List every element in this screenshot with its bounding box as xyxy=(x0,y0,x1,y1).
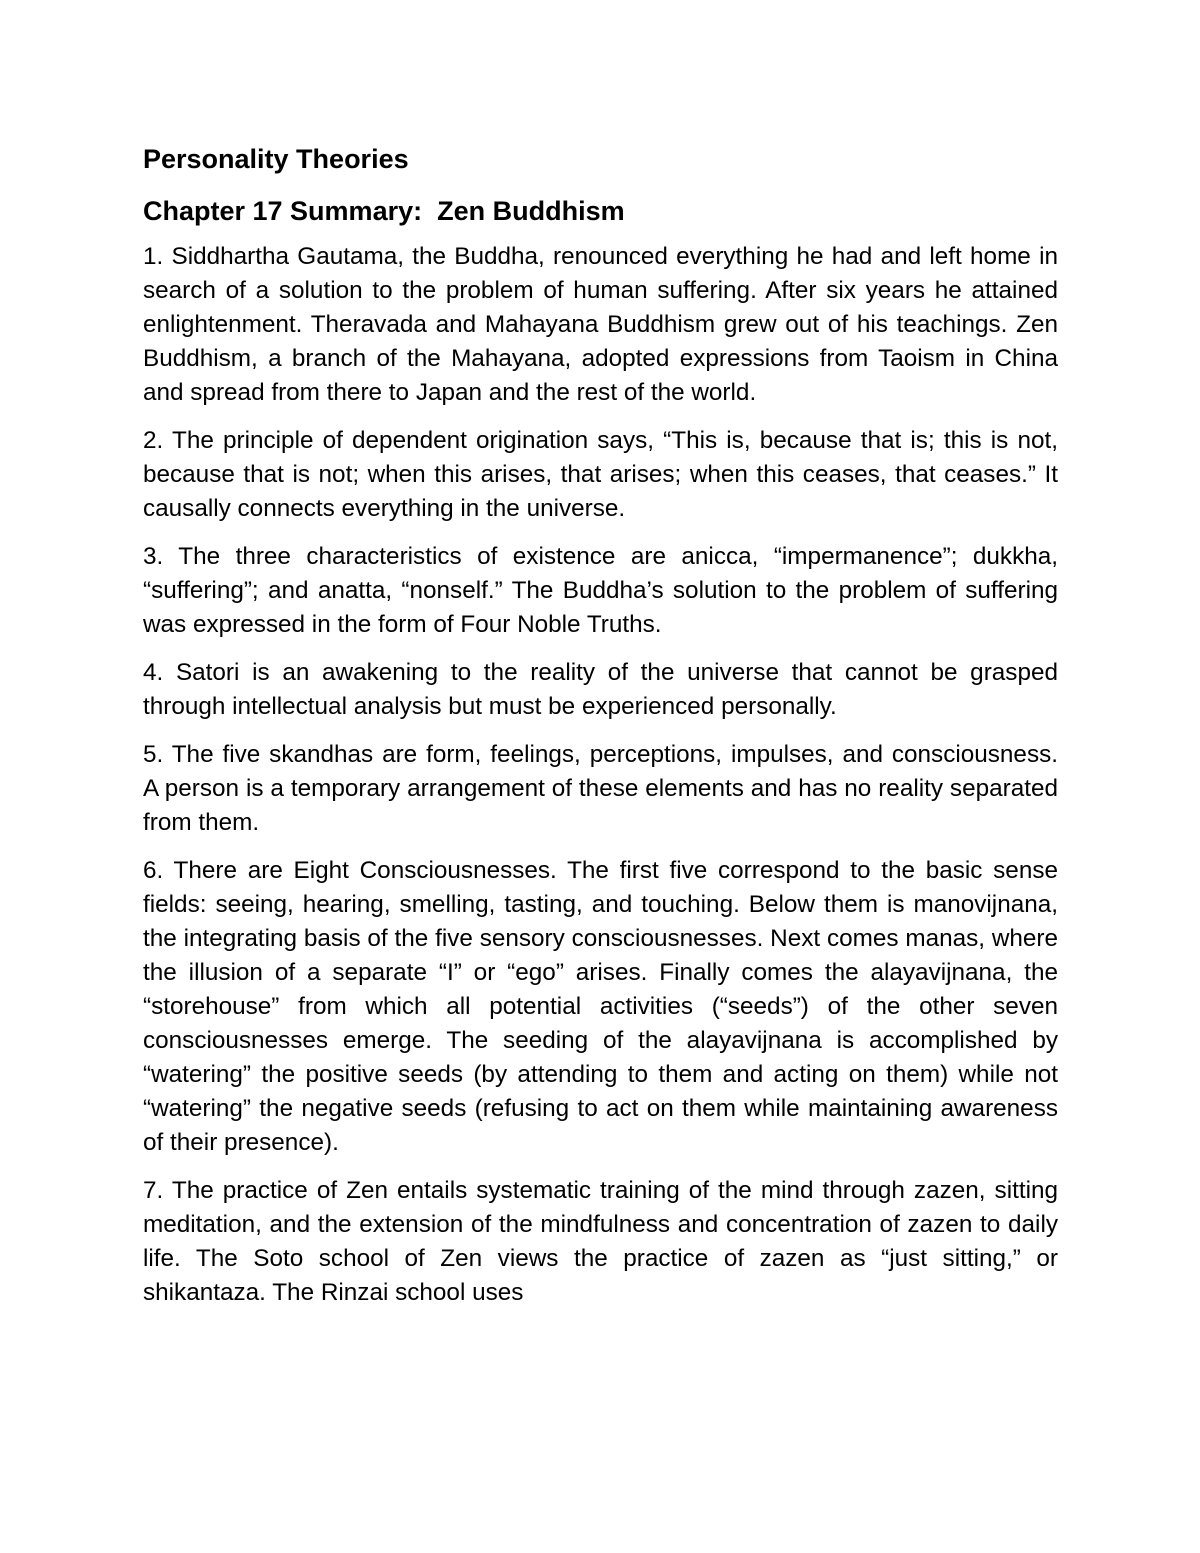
document-page xyxy=(143,140,1058,1324)
paragraph-5 xyxy=(143,738,1058,840)
paragraph-number: 6. xyxy=(143,857,164,884)
paragraph-number: 2. xyxy=(143,427,164,454)
chapter-title: Chapter 17 Summary: Zen Buddhism xyxy=(143,196,625,226)
paragraph-number: 3. xyxy=(143,543,164,570)
paragraph-3 xyxy=(143,540,1058,642)
paragraph-4 xyxy=(143,656,1058,724)
document-title: Personality Theories xyxy=(143,144,409,174)
paragraph-number: 4. xyxy=(143,659,164,686)
paragraph-text: The three characteristics of existence are anicca, “impermanence”; dukkha, “suffering”; and anatta, “nonself.” The Buddha’s solution to the problem of suffering was expressed in the form of Four Noble Truths. xyxy=(143,543,1058,638)
paragraph-6 xyxy=(143,854,1058,1160)
paragraph-text: The principle of dependent origination says, “This is, because that is; this is not, because that is not; when this arises, that arises; when this ceases, that ceases.” It causally connects everything in the universe. xyxy=(143,427,1059,522)
paragraph-number: 1. xyxy=(143,243,164,270)
paragraph-text: Satori is an awakening to the reality of the universe that cannot be grasped through intellectual analysis but must be experienced personally. xyxy=(143,659,1058,720)
paragraph-2 xyxy=(143,424,1058,526)
paragraph-text: There are Eight Consciousnesses. The first five correspond to the basic sense fields: seeing, hearing, smelling, tasting, and touching. Below them is manovijnana, the integrating basis of the five sensory consciousnesses. Next comes manas, where the illusion of a separate “I” or “ego” arises. Finally comes the alayavijnana, the “storehouse” from which all potential activities (“seeds”) of the other seven consciousnesses emerge. The seeding of the alayavijnana is accomplished by “watering” the positive seeds (by attending to them and acting on them) while not “watering” the negative seeds (refusing to act on them while maintaining awareness of their presence). xyxy=(143,857,1058,1156)
paragraph-1 xyxy=(143,240,1058,410)
paragraph-text: The practice of Zen entails systematic training of the mind through zazen, sitting meditation, and the extension of the mindfulness and concentration of zazen to daily life. The Soto school of Zen views the practice of zazen as “just sitting,” or shikantaza. The Rinzai school uses xyxy=(143,1177,1059,1306)
paragraph-text: Siddhartha Gautama, the Buddha, renounced everything he had and left home in search of a solution to the problem of human suffering. After six years he attained enlightenment. Theravada and Mahayana Buddhism grew out of his teachings. Zen Buddhism, a branch of the Mahayana, adopted expressions from Taoism in China and spread from there to Japan and the rest of the world. xyxy=(143,243,1058,406)
paragraph-number: 7. xyxy=(143,1177,164,1204)
paragraph-7 xyxy=(143,1174,1058,1310)
paragraph-text: The five skandhas are form, feelings, perceptions, impulses, and consciousness. A person is a temporary arrangement of these elements and has no reality separated from them. xyxy=(143,741,1058,836)
paragraph-number: 5. xyxy=(143,741,164,768)
